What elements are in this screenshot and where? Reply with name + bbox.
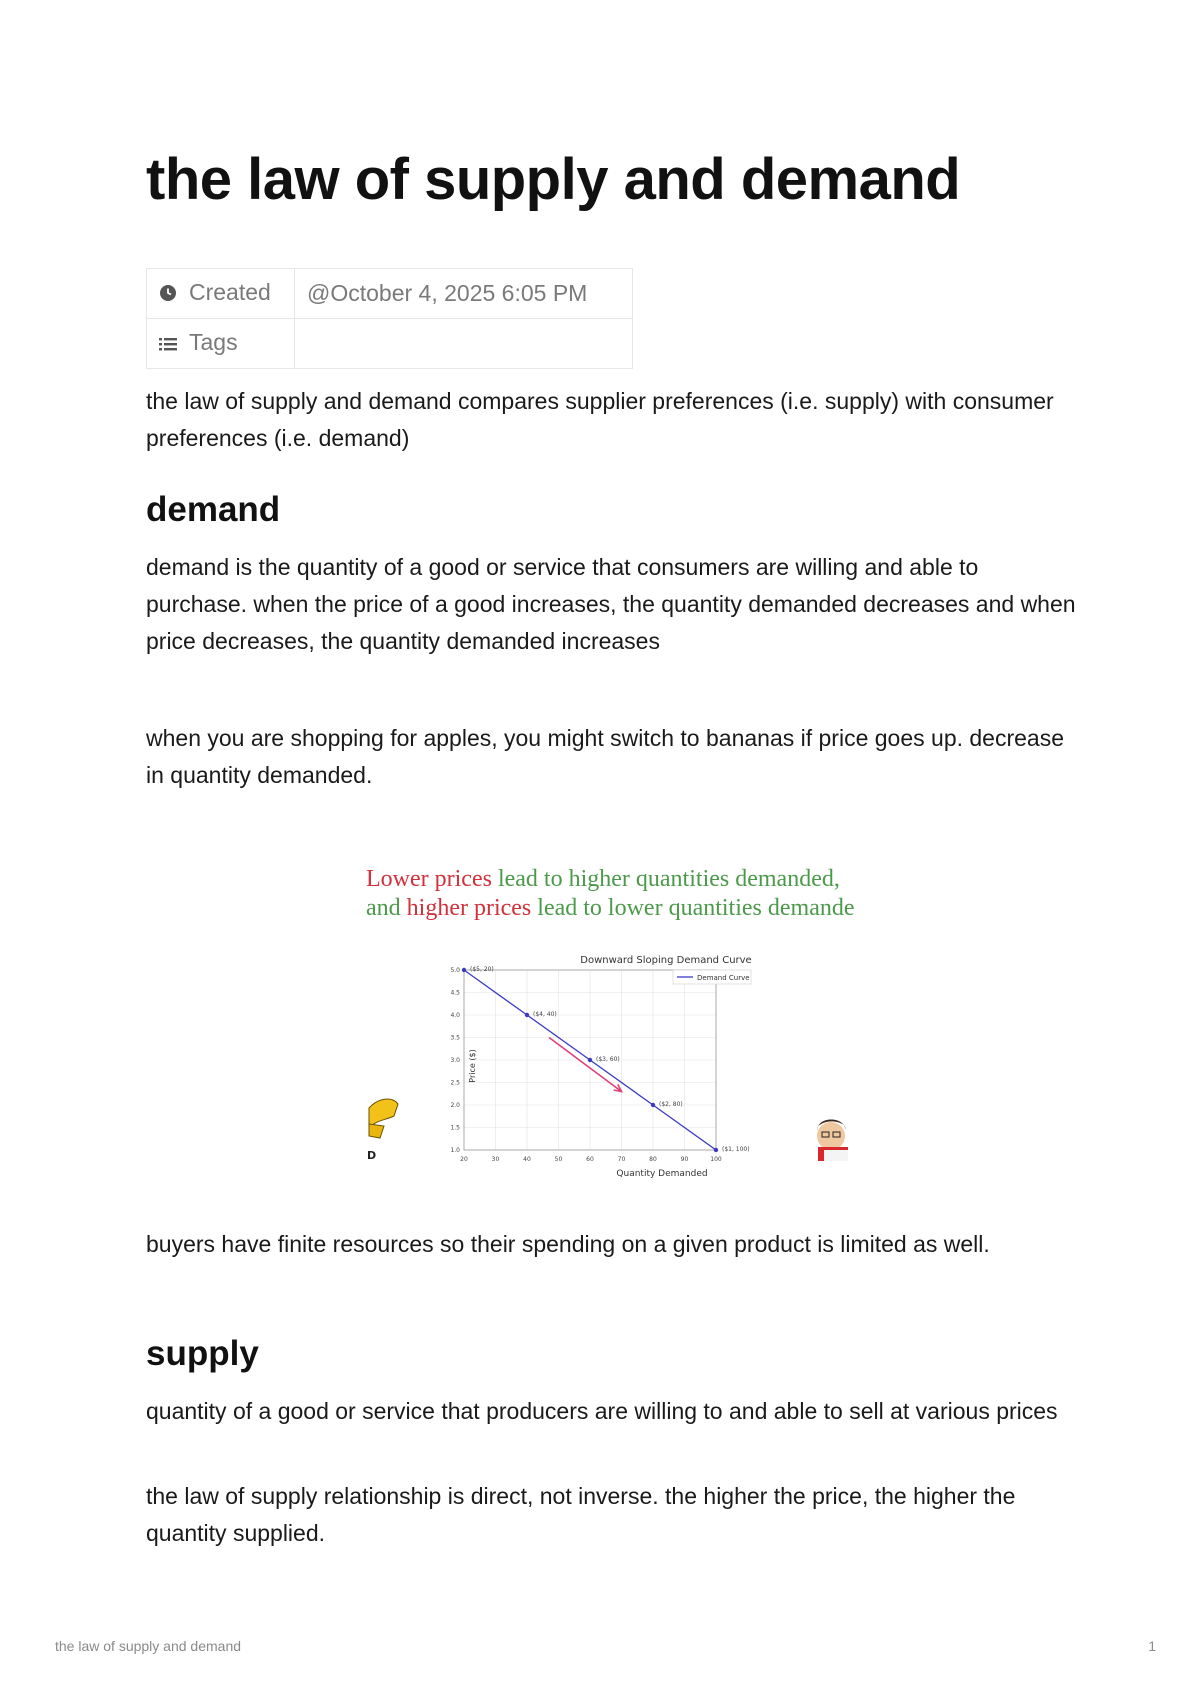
x-tick-label: 50 bbox=[554, 1156, 563, 1163]
page-title: the law of supply and demand bbox=[146, 147, 961, 212]
x-tick-label: 70 bbox=[617, 1156, 626, 1163]
properties-table bbox=[146, 268, 633, 369]
y-axis-label: Price ($) bbox=[468, 1049, 477, 1083]
data-point-label: ($2, 80) bbox=[659, 1101, 683, 1108]
demand-curve-figure bbox=[366, 858, 855, 1190]
x-tick-label: 90 bbox=[680, 1156, 689, 1163]
figure-headline-line-1: Lower prices lead to higher quantities demanded, bbox=[366, 866, 840, 892]
property-row-created bbox=[147, 269, 633, 319]
chart-legend bbox=[673, 970, 751, 984]
y-tick-label: 4.5 bbox=[450, 989, 460, 997]
y-tick-label: 4.0 bbox=[450, 1012, 460, 1019]
property-value-created[interactable]: @October 4, 2025 6:05 PM bbox=[295, 269, 633, 319]
clock-icon bbox=[159, 281, 179, 308]
chart-points bbox=[462, 966, 750, 1153]
y-tick-label: 1.5 bbox=[450, 1124, 460, 1132]
supply-definition-paragraph: quantity of a good or service that producers are willing to and able to sell at various prices bbox=[146, 1398, 1058, 1424]
footer-title: the law of supply and demand bbox=[55, 1638, 242, 1654]
x-tick-label: 80 bbox=[649, 1156, 657, 1163]
data-point-label: ($3, 60) bbox=[596, 1056, 620, 1063]
y-tick-label: 1.0 bbox=[450, 1147, 460, 1154]
intro-paragraph: the law of supply and demand compares supplier preferences (i.e. supply) with consumer preferences (i.e. demand) bbox=[146, 388, 1054, 451]
trend-arrow-shaft bbox=[549, 1038, 621, 1092]
x-tick-label: 100 bbox=[710, 1156, 722, 1163]
figure-headline-line-2: and higher prices lead to lower quantities demande bbox=[366, 895, 855, 921]
footer-page-number: 1 bbox=[1148, 1638, 1156, 1654]
x-tick-label: 40 bbox=[523, 1156, 531, 1163]
data-point bbox=[714, 1148, 718, 1152]
list-icon bbox=[159, 331, 179, 358]
legend-label: Demand Curve bbox=[697, 974, 750, 982]
property-row-tags bbox=[147, 319, 633, 369]
data-point-label: ($5, 20) bbox=[470, 966, 494, 973]
demand-chart bbox=[366, 858, 848, 1190]
property-value-tags[interactable] bbox=[295, 319, 633, 369]
supply-law-paragraph: the law of supply relationship is direct, not inverse. the higher the price, the higher the quantity supplied. bbox=[146, 1483, 1016, 1546]
data-point bbox=[462, 968, 466, 972]
demand-definition-paragraph: demand is the quantity of a good or service that consumers are willing and able to purchase. when the price of a good increases, the quantity demanded decreases and when price decreases, the quantity demanded increases bbox=[146, 554, 1076, 654]
data-point-label: ($1, 100) bbox=[722, 1146, 750, 1153]
y-tick-label: 3.5 bbox=[450, 1034, 460, 1042]
chart-title: Downward Sloping Demand Curve bbox=[580, 955, 752, 966]
demand-example-paragraph: when you are shopping for apples, you might switch to bananas if price goes up. decrease in quantity demanded. bbox=[146, 725, 1065, 788]
y-tick-label: 2.0 bbox=[450, 1102, 460, 1109]
data-point bbox=[525, 1013, 529, 1017]
y-tick-label: 5.0 bbox=[450, 967, 460, 974]
x-tick-label: 20 bbox=[460, 1156, 468, 1163]
trend-arrow bbox=[549, 1038, 621, 1092]
property-key-tags bbox=[147, 319, 295, 369]
property-key-label: Tags bbox=[189, 329, 238, 356]
person-avatar-icon bbox=[817, 1120, 848, 1162]
buyers-paragraph: buyers have finite resources so their spending on a given product is limited as well. bbox=[146, 1231, 990, 1257]
property-key-created bbox=[147, 269, 295, 319]
property-key-label: Created bbox=[189, 279, 271, 306]
x-tick-label: 30 bbox=[491, 1156, 500, 1163]
data-point-label: ($4, 40) bbox=[533, 1011, 557, 1018]
pointing-hand-icon bbox=[367, 1099, 398, 1162]
demand-heading: demand bbox=[146, 490, 281, 529]
svg-text:D: D bbox=[367, 1149, 377, 1162]
data-point bbox=[651, 1103, 655, 1107]
y-tick-label: 3.0 bbox=[450, 1057, 460, 1064]
x-axis-label: Quantity Demanded bbox=[616, 1169, 708, 1179]
y-tick-label: 2.5 bbox=[450, 1079, 460, 1087]
data-point bbox=[588, 1058, 592, 1062]
supply-heading: supply bbox=[146, 1334, 259, 1373]
x-tick-label: 60 bbox=[586, 1156, 594, 1163]
